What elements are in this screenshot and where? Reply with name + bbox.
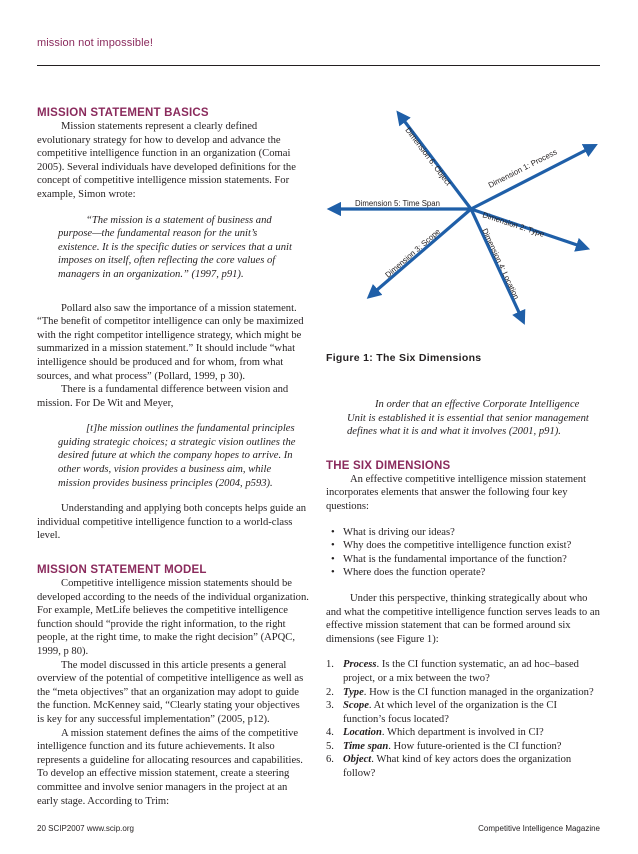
paragraph: The model discussed in this article presents a general overview of the potential of competitive intelligence as well as the “meta objectives” that an organization may adopt to guide the function. McKenney said, “Clearly stating your objectives is key for any successful implementation” (2005, p12).	[37, 659, 304, 725]
right-column	[326, 398, 600, 781]
arrow-dimension-1	[471, 146, 594, 209]
list-item: 2. Type. How is the CI function managed in the organization?	[326, 686, 594, 698]
footer-magazine-name: Competitive Intelligence Magazine	[478, 824, 600, 833]
list-item: • What is the fundamental importance of the function?	[331, 553, 600, 567]
paragraph: A mission statement defines the aims of the competitive intelligence function and its future achievements. It also represents a guideline for allocating resources and capabilities. To develop an effective mission statement, create a steering committee and involve senior managers in the project at an early stage. According to Trim:	[37, 727, 303, 807]
label-dimension-2: Dimension 2: Type	[481, 210, 546, 239]
list-item: 1. Process. Is the CI function systematic, an ad hoc–based project, or a mix between the two?	[326, 659, 579, 684]
block-quote-simon: “The mission is a statement of business and purpose—the fundamental reason for the unit’s existence. It is the specific duties or services that a unit imposes on itself, often reflecting the core values of managers in an organization.” (1997, p91).	[58, 214, 292, 280]
arrow-dimension-3	[370, 209, 471, 296]
list-item: 6. Object. What kind of key actors does the organization follow?	[326, 754, 572, 780]
block-quote-trim: In order that an effective Corporate Intelligence Unit is established it is essential that senior management defines what it is and what it involves (2001, p91).	[347, 399, 589, 438]
paragraph: An effective competitive intelligence mission statement incorporates elements that answer the following four key questions:	[326, 473, 587, 512]
running-header: mission not impossible!	[37, 37, 154, 49]
key-questions-list	[331, 526, 600, 580]
paragraph: Understanding and applying both concepts helps guide an individual competitive intelligence function to a world-class level.	[37, 503, 307, 542]
paragraph: Under this perspective, thinking strategically about who and what the competitive intelligence function serves leads to an effective mission statement that can be formed around six dimensions (see Figure 1):	[326, 592, 600, 645]
list-item: • Why does the competitive intelligence function exist?	[331, 539, 600, 553]
paragraph: Pollard also saw the importance of a mission statement. “The benefit of competitor intelligence can only be maximized with the right competitor intelligence strategy, which might be summarized in a mission statement.” It should include “what intelligence should be produced and for whom, from what sources, and what process” (Pollard, 1999, p 30).	[37, 302, 304, 382]
paragraph: Competitive intelligence mission statements should be developed according to the needs of the individual organization. For example, MetLife believes the competitive intelligence function should “provide the right information, to the right people, at the right time, to make the right decision” (APQC, 1999, p 80).	[37, 578, 309, 657]
label-dimension-5: Dimension 5: Time Span	[355, 199, 440, 208]
label-dimension-3: Dimension 3: Scope	[383, 226, 442, 280]
dimensions-list	[326, 658, 600, 780]
six-dimensions-diagram	[326, 106, 600, 346]
list-item: 4. Location. Which department is involved in CI?	[326, 727, 544, 739]
paragraph: Mission statements represent a clearly defined evolutionary strategy for how to develop and advance the competitive intelligence function in an organization (Comai 2005). Several individuals have developed definitions for the concept of competitive intelligence mission statements. For example, Simon wrote:	[37, 121, 296, 200]
heading-mission-statement-basics: MISSION STATEMENT BASICS	[37, 107, 209, 119]
six-dimensions-figure	[326, 106, 600, 346]
footer-page-info: 20 SCIP2007 www.scip.org	[37, 824, 134, 833]
heading-six-dimensions: THE SIX DIMENSIONS	[326, 459, 451, 472]
list-item: • Where does the function operate?	[331, 566, 600, 580]
list-item: • What is driving our ideas?	[331, 526, 600, 540]
label-dimension-4: Dimension 4: Location	[480, 227, 521, 301]
left-column	[37, 106, 309, 808]
figure-caption: Figure 1: The Six Dimensions	[326, 352, 482, 364]
header-rule	[37, 65, 600, 66]
heading-mission-statement-model: MISSION STATEMENT MODEL	[37, 564, 207, 577]
paragraph: There is a fundamental difference between vision and mission. For De Wit and Meyer,	[37, 384, 289, 409]
block-quote-dewit-meyer: [t]he mission outlines the fundamental principles guiding strategic choices; a strategic vision outlines the desired future at which the company hopes to arrive. In other words, vision provides a business aim, while mission provides business principles (2004, p593).	[58, 423, 296, 489]
list-item: 5. Time span. How future-oriented is the CI function?	[326, 740, 562, 752]
label-dimension-1: Dimension 1: Process	[486, 147, 559, 190]
label-dimension-6: Dimension 6: Object	[403, 125, 453, 188]
list-item: 3. Scope. At which level of the organization is the CI function’s focus located?	[326, 700, 557, 725]
